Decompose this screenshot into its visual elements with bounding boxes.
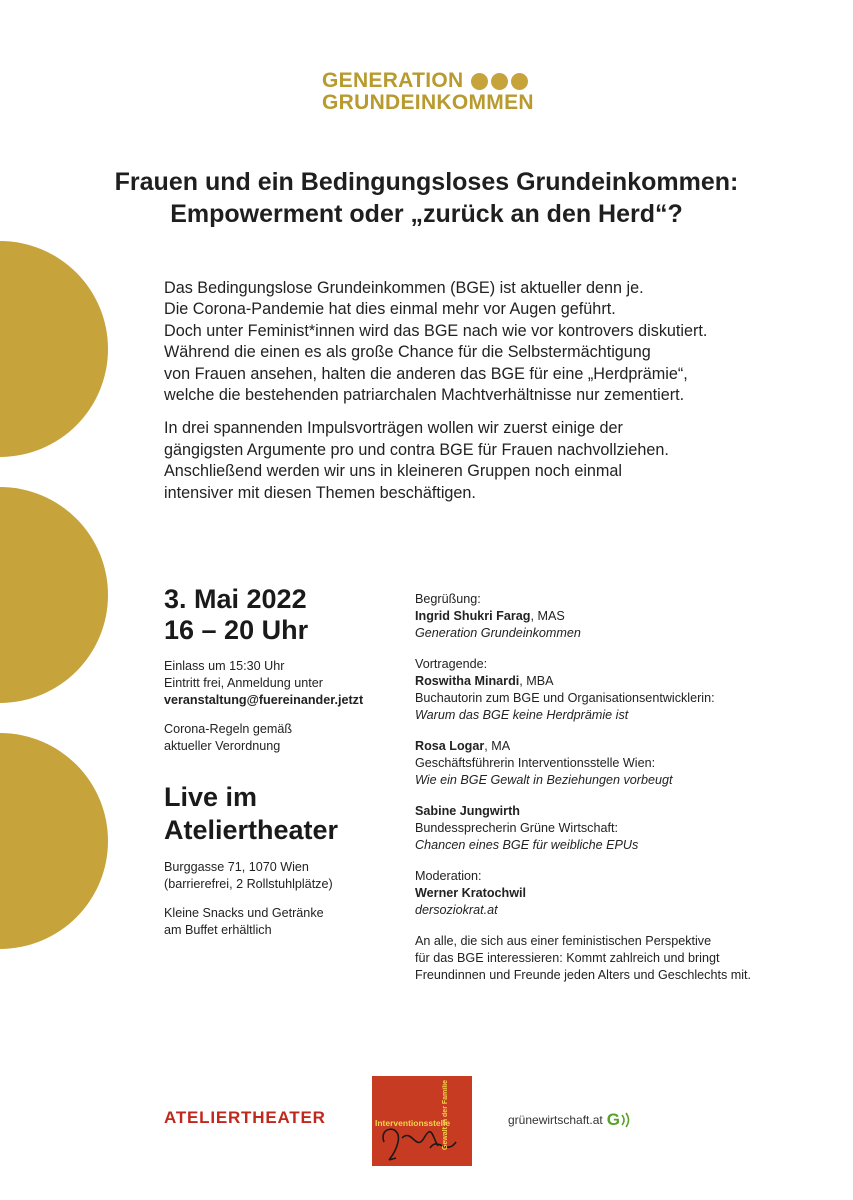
- moderation-label: Moderation:: [415, 869, 482, 883]
- speaker-name: Roswitha Minardi: [415, 674, 520, 688]
- decor-circle-top: [0, 241, 108, 457]
- corona-line: Corona-Regeln gemäß: [164, 722, 293, 736]
- registration-email-link[interactable]: veranstaltung@fuereinander.jetzt: [164, 693, 364, 707]
- intro-paragraph-2: [164, 418, 804, 504]
- intro-line: Das Bedingungslose Grundeinkommen (BGE) ist aktueller denn je.: [164, 279, 644, 297]
- decor-circle-bottom: [0, 733, 108, 949]
- invite-line: An alle, die sich aus einer feministischen Perspektive: [415, 934, 712, 948]
- speaker-entry: [415, 738, 815, 789]
- moderation-entry: [415, 868, 815, 919]
- speaker-talk: Chancen eines BGE für weibliche EPUs: [415, 838, 639, 852]
- snacks-line: am Buffet erhältlich: [164, 923, 272, 937]
- speaker-role: Buchautorin zum BGE und Organisationsentwicklerin:: [415, 691, 715, 705]
- venue-line: Ateliertheater: [164, 815, 339, 845]
- event-details: [164, 584, 404, 939]
- welcome-entry: [415, 591, 815, 642]
- gw-g-letter: G: [606, 1110, 620, 1129]
- speakers-label: Vortragende:: [415, 657, 488, 671]
- title-line-2: Empowerment oder „zurück an den Herd“?: [170, 200, 683, 228]
- intro-line: Während die einen es als große Chance für die Selbstermächtigung: [164, 343, 651, 362]
- event-time: 16 – 20 Uhr: [164, 615, 309, 645]
- speaker-name: Rosa Logar: [415, 739, 485, 753]
- decor-circle-middle: [0, 487, 108, 703]
- ivs-vertical-label: Gewalt in der Familie: [442, 1080, 449, 1151]
- speaker-suffix: , MBA: [519, 674, 554, 688]
- entry-line: Einlass um 15:30 Uhr: [164, 659, 285, 673]
- moderator-org: dersoziokrat.at: [415, 903, 498, 917]
- welcome-suffix: , MAS: [530, 609, 565, 623]
- program-details: [415, 591, 815, 998]
- welcome-org: Generation Grundeinkommen: [415, 626, 581, 640]
- speaker-suffix: , MA: [484, 739, 511, 753]
- intro-line: gängigsten Argumente pro und contra BGE für Frauen nachvollziehen.: [164, 440, 669, 459]
- intro-line: welche die bestehenden patriarchalen Machtverhältnisse nur zementiert.: [164, 386, 685, 405]
- address-line: (barrierefrei, 2 Rollstuhlplätze): [164, 877, 333, 891]
- speaker-name: Sabine Jungwirth: [415, 804, 520, 818]
- intro-line: Die Corona-Pandemie hat dies einmal mehr vor Augen geführt.: [164, 300, 616, 319]
- entry-line: Eintritt frei, Anmeldung unter: [164, 676, 323, 690]
- intro-text: [164, 278, 804, 516]
- invite-line: für das BGE interessieren: Kommt zahlreich und bringt: [415, 951, 720, 965]
- speaker-heading: [415, 803, 815, 820]
- event-date: 3. Mai 2022: [164, 584, 307, 614]
- intro-line: In drei spannenden Impulsvorträgen wollen wir zuerst einige der: [164, 419, 623, 438]
- gruene-wirtschaft-logo: [508, 1110, 632, 1130]
- intro-line: von Frauen ansehen, halten die anderen das BGE für eine „Herdprämie“,: [164, 364, 688, 383]
- intro-line: Doch unter Feminist*innen wird das BGE nach wie vor kontrovers diskutiert.: [164, 321, 708, 340]
- venue-line: Live im: [164, 782, 258, 812]
- speaker-heading: [415, 673, 815, 690]
- snacks-info: [164, 905, 404, 939]
- ivs-label: Interventionsstelle: [375, 1118, 451, 1128]
- speaker-entry: [415, 803, 815, 854]
- interventionsstelle-logo: [372, 1076, 472, 1166]
- gw-mark-icon: [607, 1110, 632, 1130]
- venue-heading: [164, 781, 404, 847]
- intro-line: Anschließend werden wir uns in kleineren Gruppen noch einmal: [164, 462, 623, 481]
- gw-text: grünewirtschaft.at: [508, 1113, 603, 1127]
- moderator-name: Werner Kratochwil: [415, 886, 527, 900]
- ateliertheater-logo: ATELIERTHEATER: [164, 1108, 326, 1127]
- entry-info: [164, 658, 404, 709]
- gw-waves-icon: [620, 1111, 632, 1129]
- intro-paragraph-1: [164, 278, 804, 406]
- speaker-talk: Warum das BGE keine Herdprämie ist: [415, 708, 629, 722]
- logo-dots-icon: [471, 73, 531, 90]
- invite-line: Freundinnen und Freunde jeden Alters und Geschlechts mit.: [415, 968, 752, 982]
- corona-line: aktueller Verordnung: [164, 739, 281, 753]
- speaker-role: Geschäftsführerin Interventionsstelle Wien:: [415, 756, 656, 770]
- venue-address: [164, 859, 404, 893]
- speaker-role: Bundessprecherin Grüne Wirtschaft:: [415, 821, 618, 835]
- speaker-talk: Wie ein BGE Gewalt in Beziehungen vorbeugt: [415, 773, 673, 787]
- welcome-speaker: [415, 608, 815, 625]
- logo-line-2: GRUNDEINKOMMEN: [322, 91, 534, 114]
- generation-grundeinkommen-logo: [322, 70, 534, 114]
- speaker-heading: [415, 738, 815, 755]
- welcome-label: Begrüßung:: [415, 592, 481, 606]
- logo-line-1: GENERATION: [322, 69, 464, 92]
- address-line: Burggasse 71, 1070 Wien: [164, 860, 309, 874]
- speaker-entry: [415, 656, 815, 724]
- welcome-name: Ingrid Shukri Farag: [415, 609, 531, 623]
- snacks-line: Kleine Snacks und Getränke: [164, 906, 324, 920]
- invitation-text: [415, 933, 815, 984]
- page-title: [60, 166, 793, 230]
- intro-line: intensiver mit diesen Themen beschäftigen.: [164, 483, 476, 502]
- title-line-1: Frauen und ein Bedingungsloses Grundeinkommen:: [114, 168, 739, 196]
- corona-info: [164, 721, 404, 755]
